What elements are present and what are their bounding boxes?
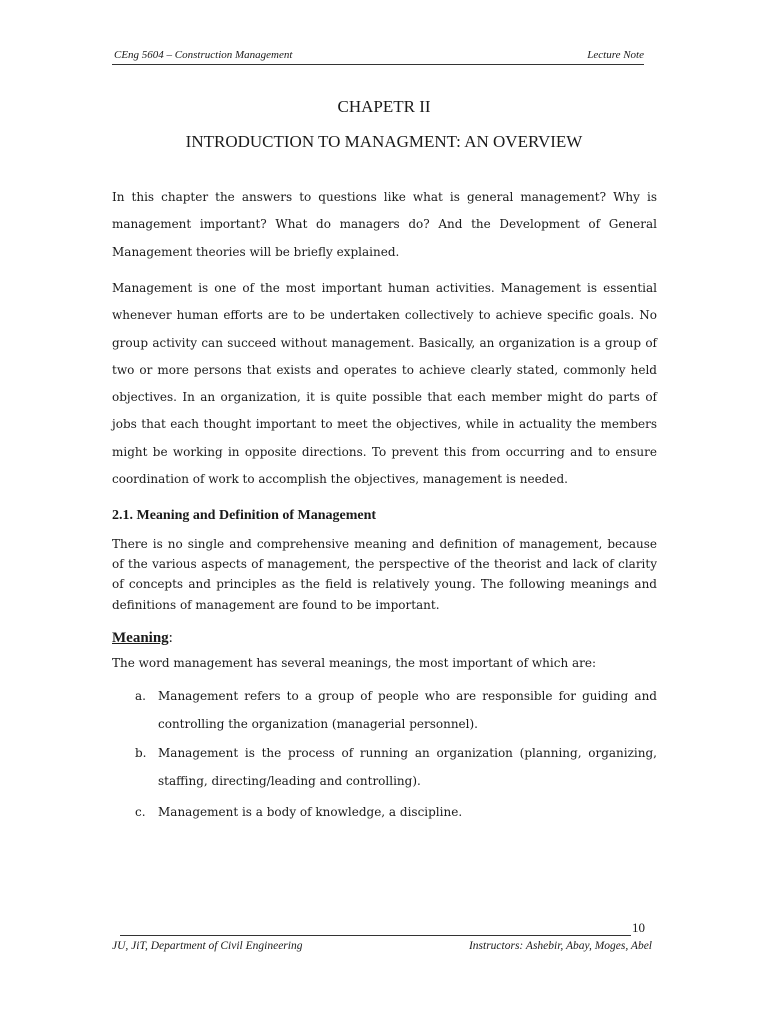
chapter-number: CHAPETR II <box>337 97 431 116</box>
meaning-list-a <box>135 683 657 738</box>
list-item <box>135 683 657 738</box>
meaning-heading <box>112 630 173 647</box>
intro-paragraph: In this chapter the answers to questions like what is general management? Why is management important? What do managers do? And the Development of General Management theories will be briefly explained. <box>112 190 657 259</box>
meaning-intro: The word management has several meanings, the most important of which are: <box>112 656 597 670</box>
header-doc-type: Lecture Note <box>587 49 644 61</box>
meaning-heading-text: Meaning <box>112 630 169 646</box>
header-course: CEng 5604 – Construction Management <box>114 49 293 61</box>
page-number: 10 <box>632 920 645 935</box>
list-marker: a. <box>135 689 146 703</box>
footer-rule <box>120 935 631 936</box>
list-item-text: Management is the process of running an organization (planning, organizing, staffing, directing/leading and controlling). <box>158 746 657 788</box>
meaning-list-b <box>135 740 657 795</box>
chapter-title: INTRODUCTION TO MANAGMENT: AN OVERVIEW <box>185 132 583 151</box>
list-marker: b. <box>135 746 147 760</box>
list-item-text: Management is a body of knowledge, a discipline. <box>158 805 463 819</box>
list-item <box>135 740 657 795</box>
list-item <box>135 799 657 827</box>
list-marker: c. <box>135 805 146 819</box>
meaning-heading-colon: : <box>168 630 173 646</box>
footer-department: JU, JiT, Department of Civil Engineering <box>112 940 303 952</box>
definition-paragraph: There is no single and comprehensive meaning and definition of management, because of the various aspects of management, the perspective of the theorist and lack of clarity of concepts and principles as the field is relatively young. The following meanings and definitions of management are found to be important. <box>112 537 657 612</box>
management-paragraph: Management is one of the most important human activities. Management is essential whenever human efforts are to be undertaken collectively to achieve specific goals. No group activity can succeed without management. Basically, an organization is a group of two or more persons that exists and operates to achieve clearly stated, commonly held objectives. In an organization, it is quite possible that each member might do parts of jobs that each thought important to meet the objectives, while in actuality the members might be working in opposite directions. To prevent this from occurring and to ensure coordination of work to accomplish the objectives, management is needed. <box>112 281 657 487</box>
footer-instructors: Instructors: Ashebir, Abay, Moges, Abel <box>468 940 652 952</box>
meaning-list-c <box>135 799 657 827</box>
page-header <box>112 48 644 65</box>
list-item-text: Management refers to a group of people who are responsible for guiding and controlling the organization (managerial personnel). <box>158 689 657 731</box>
section-heading: 2.1. Meaning and Definition of Management <box>112 508 377 523</box>
